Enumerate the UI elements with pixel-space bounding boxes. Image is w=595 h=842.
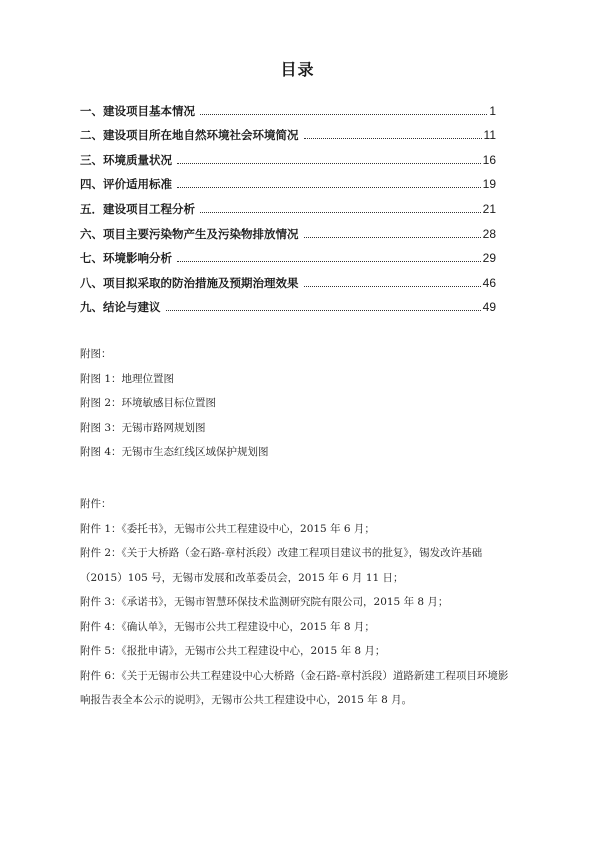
- appendix-figures-heading: 附图：: [80, 348, 112, 360]
- toc-entry[interactable]: [80, 241, 496, 266]
- toc-entry-page: 49: [482, 300, 496, 315]
- attachments-section: [80, 492, 516, 713]
- toc-entry-label: 九、结论与建议: [80, 300, 161, 315]
- toc-entry-label: 八、项目拟采取的防治措施及预期治理效果: [80, 275, 299, 290]
- toc-entry[interactable]: [80, 167, 496, 192]
- toc-entry-label: 一、建设项目基本情况: [80, 103, 195, 118]
- toc-entry-page: 46: [482, 275, 496, 290]
- toc-leader-dots: [304, 285, 481, 287]
- toc-entry-label: 六、项目主要污染物产生及污染物排放情况: [80, 226, 299, 241]
- toc-entry-page: 21: [482, 201, 496, 216]
- appendix-figure-item: 附图 2：环境敏感目标位置图: [80, 397, 217, 409]
- toc-entry[interactable]: [80, 142, 496, 167]
- toc-entry[interactable]: [80, 216, 496, 241]
- toc-entry-page: 16: [482, 152, 496, 167]
- toc-leader-dots: [166, 309, 481, 311]
- appendix-figure-item: 附图 4：无锡市生态红线区域保护规划图: [80, 446, 269, 458]
- toc-entry[interactable]: [80, 93, 496, 118]
- toc-entry[interactable]: [80, 191, 496, 216]
- toc-leader-dots: [177, 162, 481, 164]
- toc-entry-label: 二、建设项目所在地自然环境社会环境简况: [80, 128, 299, 143]
- toc-entry[interactable]: [80, 290, 496, 315]
- attachment-item: 附件 1：《委托书》，无锡市公共工程建设中心，2015 年 6 月；: [80, 522, 375, 535]
- toc-leader-dots: [304, 137, 482, 139]
- attachment-item: 附件 5：《报批申请》，无锡市公共工程建设中心，2015 年 8 月；: [80, 645, 386, 657]
- toc-entry-page: 28: [482, 226, 496, 241]
- toc-entry-page: 29: [482, 251, 496, 266]
- attachment-item: 附件 4：《确认单》，无锡市公共工程建设中心，2015 年 8 月；: [80, 620, 375, 633]
- toc-leader-dots: [177, 260, 481, 262]
- attachment-item: 附件 3：《承诺书》，无锡市智慧环保技术监测研究院有限公司，2015 年 8 月；: [80, 596, 449, 608]
- toc-entry-label: 五．建设项目工程分析: [80, 201, 195, 216]
- toc-entry-label: 三、环境质量状况: [80, 152, 172, 167]
- toc-leader-dots: [200, 113, 487, 115]
- attachment-item: 附件 2：《关于大桥路（金石路-章村浜段）改建工程项目建议书的批复》，锡发改许基础（2015）105 号，无锡市发展和改革委员会，2015 年 6 月 11 日；: [80, 547, 483, 584]
- toc-entry-page: 19: [482, 177, 496, 192]
- attachments-heading: 附件：: [80, 498, 112, 510]
- page-title: 目录: [280, 60, 315, 79]
- toc-leader-dots: [177, 186, 481, 188]
- toc-entry-label: 七、环境影响分析: [80, 251, 172, 266]
- appendix-figure-item: 附图 3：无锡市路网规划图: [80, 421, 206, 434]
- toc-entry[interactable]: [80, 118, 496, 143]
- appendix-figures-section: [80, 342, 516, 465]
- toc-leader-dots: [200, 211, 481, 213]
- appendix-figure-item: 附图 1：地理位置图: [80, 372, 175, 385]
- attachment-item: 附件 6：《关于无锡市公共工程建设中心大桥路（金石路-章村浜段）道路新建工程项目环境影响报告表全本公示的说明》，无锡市公共工程建设中心，2015 年 8 月。: [80, 669, 509, 706]
- toc-entry-label: 四、评价适用标准: [80, 177, 172, 192]
- toc-entry[interactable]: [80, 265, 496, 290]
- toc-entry-page: 11: [483, 128, 496, 143]
- table-of-contents: [80, 93, 496, 314]
- toc-entry-page: 1: [489, 103, 496, 118]
- toc-leader-dots: [304, 236, 481, 238]
